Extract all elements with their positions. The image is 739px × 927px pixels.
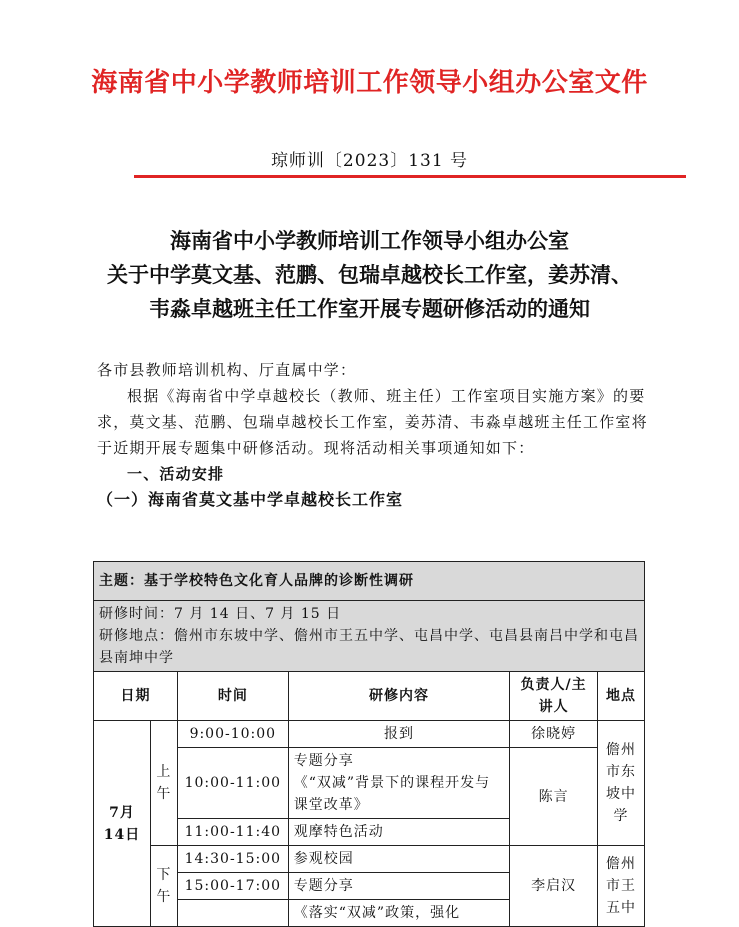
subsection-heading: （一）海南省莫文基中学卓越校长工作室 xyxy=(97,490,404,509)
table-row-content: 观摩特色活动 xyxy=(288,819,509,846)
section-heading-1: 一、活动安排 xyxy=(127,465,225,483)
issuer-header: 海南省中小学教师培训工作领导小组办公室文件 xyxy=(91,68,648,98)
title-line-3: 韦淼卓越班主任工作室开展专题研修活动的通知 xyxy=(149,296,590,321)
title-line-2: 关于中学莫文基、范鹏、包瑞卓越校长工作室，姜苏清、 xyxy=(107,262,632,287)
col-header-content: 研修内容 xyxy=(288,672,509,721)
content-type: 专题分享 xyxy=(293,753,354,769)
table-row-time: 15:00-17:00 xyxy=(177,873,288,900)
table-row-leader: 陈言 xyxy=(510,748,598,846)
table-row-content: 参观校园 xyxy=(288,846,509,873)
content-topic: 《“双减”背景下的课程开发与课堂改革》 xyxy=(293,775,491,813)
col-header-time: 时间 xyxy=(177,672,288,721)
document-number: 琼师训〔2023〕131 号 xyxy=(270,151,469,171)
table-row-content: 报到 xyxy=(288,721,509,748)
morning-cell: 上午 xyxy=(150,721,177,846)
red-divider-line xyxy=(134,175,686,178)
table-row-leader: 徐晓婷 xyxy=(510,721,598,748)
study-time: 研修时间：7 月 14 日、7 月 15 日 xyxy=(99,606,342,622)
title-line-1: 海南省中小学教师培训工作领导小组办公室 xyxy=(170,228,569,253)
salutation: 各市县教师培训机构、厅直属中学： xyxy=(97,361,357,379)
schedule-table xyxy=(93,561,645,927)
table-row-content xyxy=(288,748,509,819)
table-info xyxy=(94,601,645,672)
table-row-leader: 李启汉 xyxy=(510,846,598,927)
table-row-time-continued xyxy=(177,900,288,927)
location-morning: 儋州市东坡中学 xyxy=(598,721,645,846)
table-row-time: 14:30-15:00 xyxy=(177,846,288,873)
table-row-time: 9:00-10:00 xyxy=(177,721,288,748)
location-afternoon: 儋州市王五中 xyxy=(598,846,645,927)
notice-body xyxy=(97,357,657,513)
table-row-time: 10:00-11:00 xyxy=(177,748,288,819)
table-row-content-continued: 《落实“双减”政策，强化 xyxy=(288,900,509,927)
afternoon-cell: 下午 xyxy=(150,846,177,927)
study-place: 研修地点：儋州市东坡中学、儋州市王五中学、屯昌中学、屯昌县南吕中学和屯昌县南坤中学 xyxy=(99,628,639,666)
table-row-time: 11:00-11:40 xyxy=(177,819,288,846)
col-header-location: 地点 xyxy=(598,672,645,721)
intro-paragraph: 根据《海南省中学卓越校长（教师、班主任）工作室项目实施方案》的要求，莫文基、范鹏、包瑞卓越校长工作室，姜苏清、韦淼卓越班主任工作室将于近期开展专题集中研修活动。现将活动相关事项通知如下： xyxy=(97,387,648,457)
col-header-leader: 负责人/主讲人 xyxy=(510,672,598,721)
table-row-content: 专题分享 xyxy=(288,873,509,900)
day-cell: 7月14日 xyxy=(94,721,151,927)
table-topic: 主题：基于学校特色文化育人品牌的诊断性调研 xyxy=(94,562,645,601)
col-header-date: 日期 xyxy=(94,672,178,721)
notice-title xyxy=(0,224,739,326)
